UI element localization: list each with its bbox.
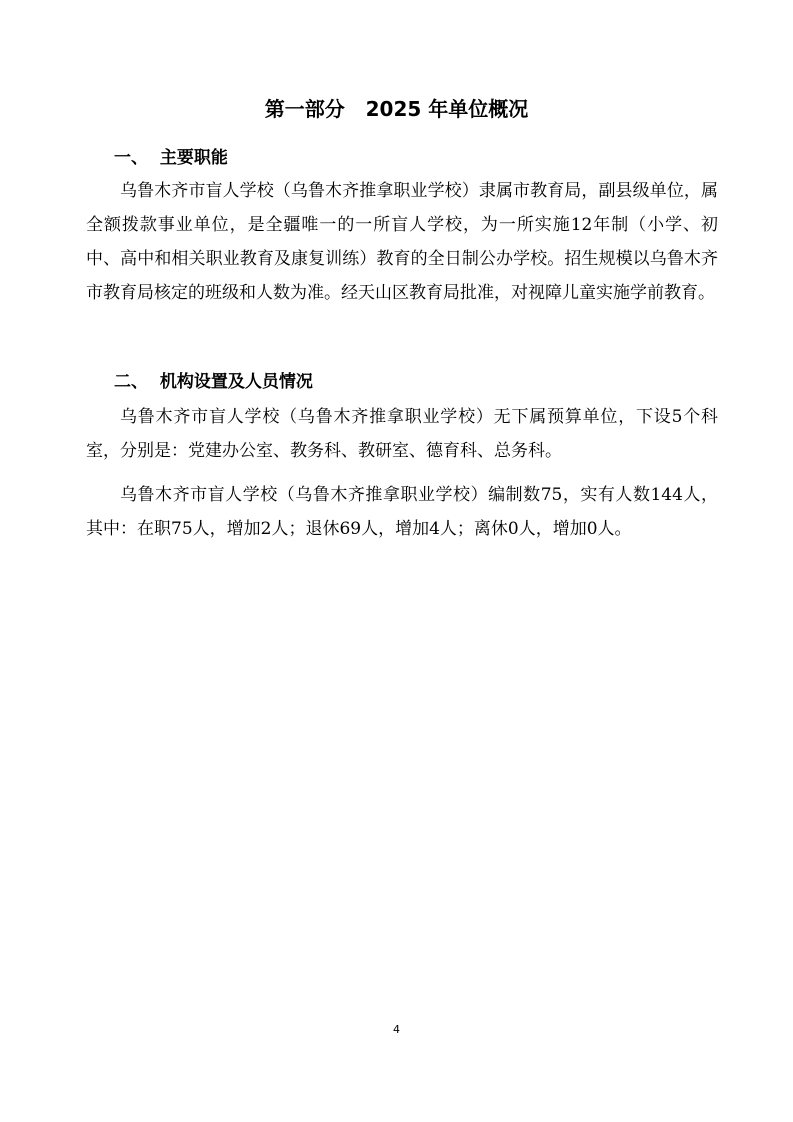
- section-heading-organization: 二、 机构设置及人员情况: [114, 372, 313, 392]
- section-heading-functions: 一、 主要职能: [114, 148, 228, 168]
- page-number: 4: [393, 1023, 400, 1036]
- paragraph-departments: 乌鲁木齐市盲人学校（乌鲁木齐推拿职业学校）无下属预算单位，下设5个科室，分别是：党建办公室、教务科、教研室、德育科、总务科。: [86, 407, 718, 461]
- paragraph-staffing: 乌鲁木齐市盲人学校（乌鲁木齐推拿职业学校）编制数75，实有人数144人，其中：在职75人，增加2人；退休69人，增加4人；离休0人，增加0人。: [86, 485, 718, 539]
- page-title: 第一部分 2025 年单位概况: [264, 97, 529, 121]
- paragraph-functions: 乌鲁木齐市盲人学校（乌鲁木齐推拿职业学校）隶属市教育局，副县级单位，属全额拨款事业单位，是全疆唯一的一所盲人学校，为一所实施12年制（小学、初中、高中和相关职业教育及康复训练）教育的全日制公办学校。招生规模以乌鲁木齐市教育局核定的班级和人数为准。经天山区教育局批准，对视障儿童实施学前教育。: [86, 181, 718, 303]
